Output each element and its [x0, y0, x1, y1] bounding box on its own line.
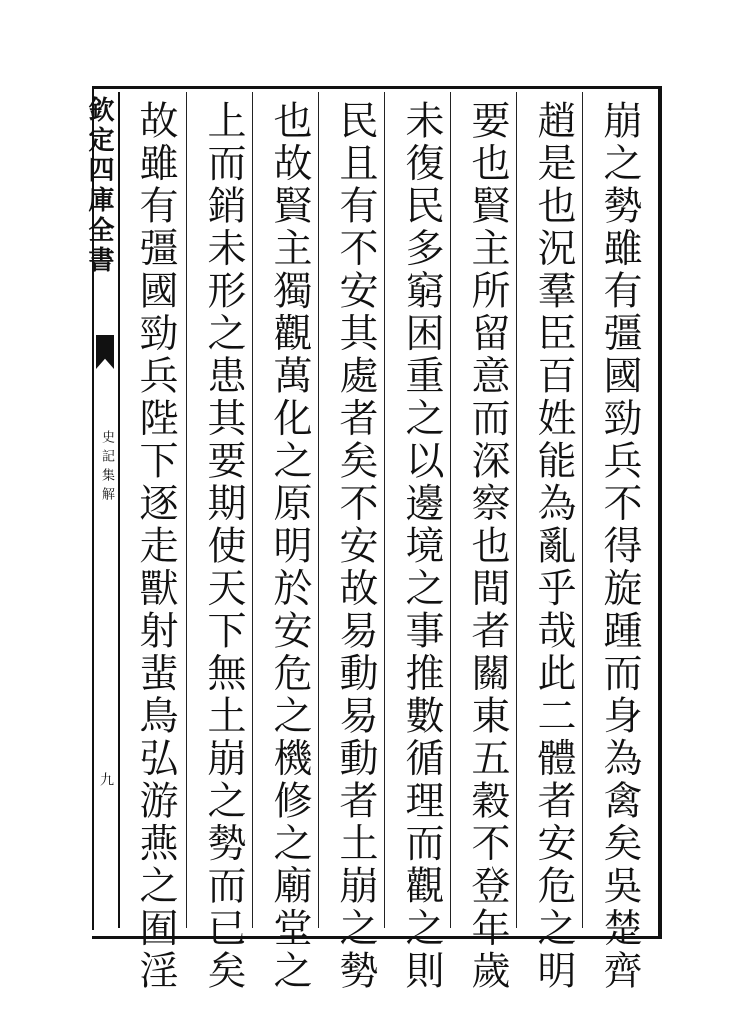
- margin-collection-title: 欽定四庫全書: [84, 96, 114, 276]
- column-rule: [384, 92, 385, 928]
- margin-page-number: 九: [98, 772, 114, 786]
- column-rule: [186, 92, 187, 928]
- text-column-4: 未復民多窮困重之以邊境之事推數循理而觀之則: [399, 100, 444, 993]
- text-column-6: 也故賢主獨觀萬化之原明於安危之機修之廟堂之: [267, 100, 312, 993]
- column-rule: [252, 92, 253, 928]
- text-column-8: 故雖有彊國勁兵陛下逐走獸射蜚鳥弘游燕之囿淫: [133, 100, 178, 993]
- text-column-7: 上而銷未形之患其要期使天下無土崩之勢而已矣: [201, 100, 246, 993]
- margin-book-title: 史記集解: [99, 430, 114, 506]
- column-rule: [450, 92, 451, 928]
- text-column-2: 趙是也況羣臣百姓能為亂乎哉此二體者安危之明: [531, 100, 576, 993]
- text-column-3: 要也賢主所留意而深察也間者關東五穀不登年歲: [465, 100, 510, 993]
- column-rule: [318, 92, 319, 928]
- text-column-5: 民且有不安其處者矣不安故易動易動者土崩之勢: [333, 100, 378, 993]
- column-rule: [582, 92, 583, 928]
- column-rule: [516, 92, 517, 928]
- text-column-1: 崩之勢雖有彊國勁兵不得旋踵而身為禽矣吳楚齊: [597, 100, 642, 993]
